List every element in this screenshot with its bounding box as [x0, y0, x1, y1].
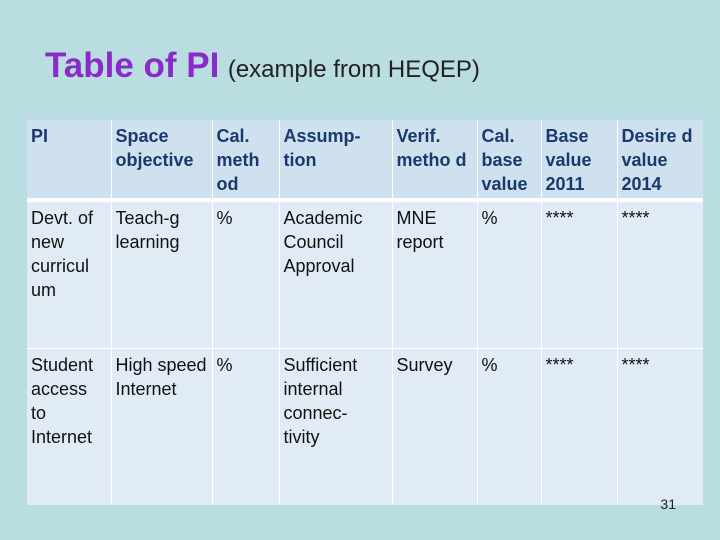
- cell-space-objective: Teach-g learning: [111, 200, 212, 349]
- cell-desired-value-2014: ****: [617, 200, 703, 349]
- cell-cal-base-value: %: [477, 200, 541, 349]
- table-header-row: [27, 120, 703, 200]
- cell-pi: Student access to Internet: [27, 349, 111, 506]
- header-pi: PI: [27, 120, 111, 200]
- cell-cal-base-value: %: [477, 349, 541, 506]
- header-base-value-2011: Base value 2011: [541, 120, 617, 200]
- header-cal-method: Cal. meth od: [212, 120, 279, 200]
- slide-title: [45, 46, 480, 86]
- header-assumption: Assump- tion: [279, 120, 392, 200]
- cell-assumption: Academic Council Approval: [279, 200, 392, 349]
- table-row: [27, 200, 703, 349]
- pi-table: [27, 120, 703, 505]
- cell-desired-value-2014: ****: [617, 349, 703, 506]
- cell-space-objective: High speed Internet: [111, 349, 212, 506]
- table-row: [27, 349, 703, 506]
- cell-assumption: Sufficient internal connec- tivity: [279, 349, 392, 506]
- title-main: Table of PI: [45, 46, 220, 85]
- cell-cal-method: %: [212, 349, 279, 506]
- cell-verif-method: Survey: [392, 349, 477, 506]
- header-desired-value-2014: Desire d value 2014: [617, 120, 703, 200]
- cell-base-value-2011: ****: [541, 349, 617, 506]
- header-verif-method: Verif. metho d: [392, 120, 477, 200]
- header-cal-base-value: Cal. base value: [477, 120, 541, 200]
- page-number: 31: [660, 496, 676, 512]
- cell-verif-method: MNE report: [392, 200, 477, 349]
- cell-base-value-2011: ****: [541, 200, 617, 349]
- header-space-objective: Space objective: [111, 120, 212, 200]
- cell-cal-method: %: [212, 200, 279, 349]
- cell-pi: Devt. of new curricul um: [27, 200, 111, 349]
- title-subtitle: (example from HEQEP): [227, 56, 480, 83]
